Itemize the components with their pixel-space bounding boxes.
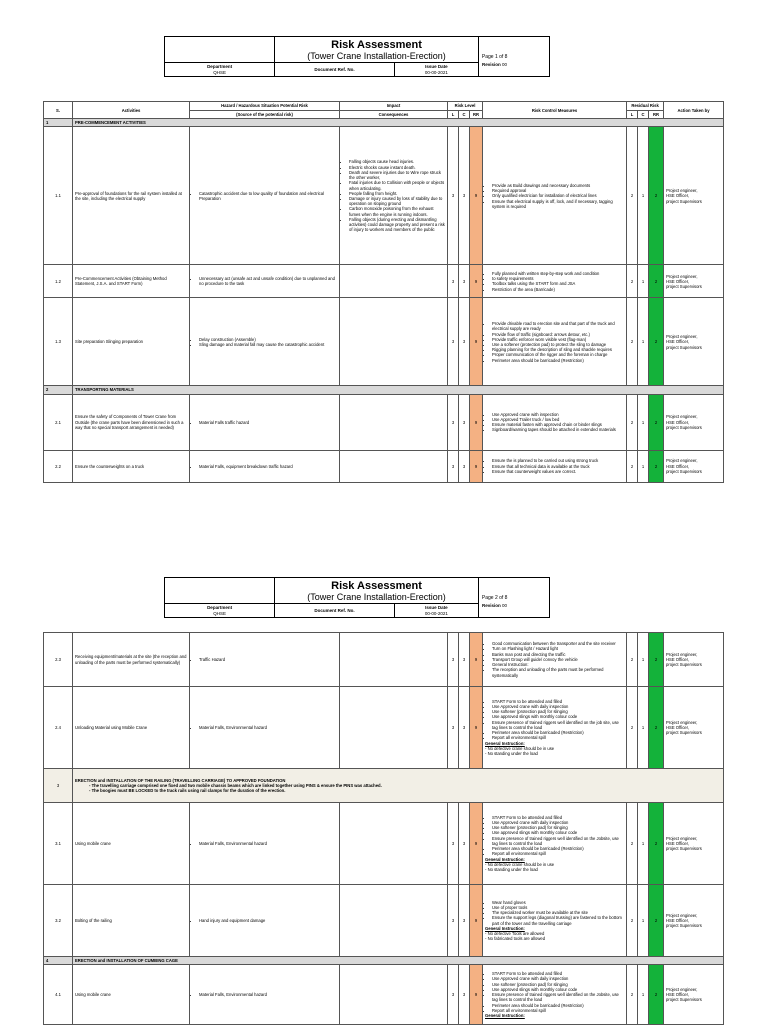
section-row: 3 ERECTION and INSTALLATION OF THE RAILING (TRAVELLING CARRIAGE) TO APPROVED FOUNDATION - The travelling carriage comprised one fixed and two mobile chassis beams which are linked together using PINS & ensure the PINS was attached. - The boogies must BE LOCKED to the track rails using rail clamps for the duration of the erection.: [44, 769, 724, 803]
doc-ref-cell: Document Ref. No.: [275, 604, 395, 618]
department-cell: Department QHSE: [165, 63, 275, 77]
col-impact: Impact: [340, 102, 448, 111]
col-hazard: Hazard / Hazardous Situation Potential Risk: [190, 102, 340, 111]
col-risk-level: Risk Level: [448, 102, 483, 111]
table-row: 2.2 Ensure the counterweights on a truck • Material Falls, equipment breakdown traffic hazard 3 3 9 • Ensure the is planned to be carried out using strong truck • Ensure that all technical data is available at the truck • Ensure that counterweight values are correct. 2 1 2 Project engineer, HSE Officer, project Supervisors: [44, 450, 724, 482]
document-title: Risk Assessment: [331, 38, 422, 51]
col-sn: S.: [44, 102, 73, 119]
document-subtitle: (Tower Crane Installation-Erection): [307, 50, 446, 61]
col-l: L: [448, 111, 459, 119]
section-row: 1 PRE-COMMENCEMENT ACTIVITIES: [44, 119, 724, 127]
title-cell: [275, 578, 479, 604]
title-cell: [275, 37, 479, 63]
col-activities: Activities: [73, 102, 190, 119]
logo-placeholder: [165, 578, 275, 604]
table-row: 4.1 Using mobile crane • Material Falls, Environmental hazard 3 3 9 • START Form to be attended and filled • Use Approved crane with daily inspection • Use softener (protection pad) for slinging • Use approved slings with monthly colour code • Ensure presence of trained riggers well identified on the Jobsite, use tag lines to control the load • Perimeter area should be barricaded (Restriction) • Report all environmental spill General Instruction: 2 1 2 Project engineer, HSE Officer, project Supervisors: [44, 965, 724, 1025]
section-row: 4 ERECTION and INSTALLATION OF CUMBING CAGE: [44, 957, 724, 965]
revision-label: Revision 00: [482, 603, 508, 608]
risk-table-page-2: [43, 632, 724, 1025]
document-subtitle: (Tower Crane Installation-Erection): [307, 591, 446, 602]
document-header-page-2: [164, 577, 550, 618]
issue-date-cell: Issue Date 00-00-2021: [394, 63, 478, 77]
table-row: 2.1 Ensure the safety of Components of Tower Crane from Outside (the crane parts have been dimensioned in such a way that no special transport arrangement is needed) • Material Falls traffic hazard 3 3 9 • Use Approved crane with inspection • Use Approved Trailer truck / low bed • Ensure material fasten with approved chain or binder slings • Signboard/warning tapes should be attached in extended materials 2 1 2 Project engineer, HSE Officer, project Supervisors: [44, 394, 724, 450]
page-number: Page 2 of 8: [478, 578, 549, 618]
col-res-c: C: [638, 111, 649, 119]
col-residual: Residual Risk: [627, 102, 664, 111]
col-action: Action Taken by: [664, 102, 724, 119]
revision-label: Revision 00: [482, 62, 508, 67]
col-impact-sub: Consequences: [340, 111, 448, 119]
page-number: Page 1 of 8: [478, 37, 549, 77]
section-row: 2 TRANSPORTING MATERIALS: [44, 386, 724, 394]
logo-placeholder: [165, 37, 275, 63]
risk-table-page-1: [43, 101, 724, 483]
col-rr: RR: [470, 111, 483, 119]
table-row: 1.3 Site preparation Slinging preparation • Delay construction (Assemble) • Sling damage and material fall may cause the catastrophic accident 3 3 9 • Provide drivable road to erection site and that part of the truck and electrical supply are ready • Provide flow of traffic (signboard: arrows detour, etc.) • Provide traffic enforcer worn visible vest (flag-man) • Use a softener (protection pad) to protect the sling to damage • Rigging planning for the description of sling and shackle requires • Proper communication of the rigger and the foreman in charge • Perimeter area should be barricaded (Restriction) 2 1 2 Project engineer, HSE Officer, project Supervisors: [44, 298, 724, 386]
col-res-l: L: [627, 111, 638, 119]
table-row: 2.4 Unloading Material using Mobile Crane • Material Falls, Environmental hazard 3 3 9 • START Form to be attended and filled • Use Approved crane with daily inspection • Use softener (protection pad) for slinging • Use approved slings with monthly colour code • Ensure presence of trained riggers well identified on the job site, use tag lines to control the load • Perimeter area should be barricaded (Restriction) • Report all environmental spill General Instruction: - No defective crane should be in use - No standing under the load 2 1 2 Project engineer, HSE Officer, project Supervisors: [44, 687, 724, 769]
table-row: 3.2 Bolting of the railing • Hand injury and equipment damage 3 3 9 • Wear hand gloves • Use of proper tools • The specialized worker must be available at the site • Ensure the support legs (diagonal trussing) are fastened to the bottom part of the tower and the travelling carriage General Instruction: - No defective Tools are allowed - No fabricated tools are allowed 2 1 2 Project engineer, HSE Officer, project Supervisors: [44, 885, 724, 957]
doc-ref-cell: Document Ref. No.: [275, 63, 395, 77]
table-row: 2.3 Receiving equipment/materials at the site (the reception and unloading of the parts must be performed systematically) • Traffic Hazard 3 3 9 • Good communication between the transporter and the site receiver • Turn on Flashing light / Hazard light • Banks man post and directing the traffic • Transport Group will guide/ convoy the vehicle • General Instruction: • The reception and unloading of the parts must be performed systematically 2 1 2 Project engineer, HSE Officer, project Supervisors: [44, 633, 724, 687]
issue-date-cell: Issue Date 00-00-2021: [394, 604, 478, 618]
col-c: C: [459, 111, 470, 119]
document-header-page-1: [164, 36, 550, 77]
col-res-rr: RR: [649, 111, 664, 119]
department-cell: Department QHSE: [165, 604, 275, 618]
table-row: 1.1 Pre-approval of foundations for the rail system installed at the site, including the electrical supply • Catastrophic accident due to low quality of foundation and electrical Preparation • Falling objects cause head injuries. • Electric shocks cause instant death. • Death and severe injuries due to Wire rope struck the other worker, • Fatal injuries due to Collision with people or objects when articulating. • People falling from height. • Damage or injury caused by loss of stability due to operation on sloping ground • Carbon monoxide poisoning from the exhaust fumes when the engine is running indoors. • Falling objects (during erecting and dismantling activities) could damage property and present a risk of injury to workers and members of the public 3 3 9 • Provide as Build drawings and necessary documents • Required approval • Only qualified electrician for installation of electrical lines • Ensure that electrical supply is off, lock, and if necessary, tagging system is required 2 1 2 Project engineer, HSE Officer, project Supervisors: [44, 127, 724, 265]
table-header-row: [44, 102, 724, 111]
col-control: Risk Control Measures: [483, 102, 627, 119]
table-row: 1.2 Pre-Commencement Activities (Obtaining Method Statement, J.S.A. and START Form) • Unnecessary act (unsafe act and unsafe condition) due to unplanned and no procedure to the task 3 3 9 • Fully planned with written step-by-step work and condition • to safety requirements • Toolbox talks using the START form and JSA • Restriction of the area (Barricade) 2 1 2 Project engineer, HSE Officer, project Supervisors: [44, 265, 724, 298]
table-row: 3.1 Using mobile crane • Material Falls, Environmental hazard 3 3 9 • START Form to be attended and filled • Use Approved crane with daily inspection • Use softener (protection pad) for slinging • Use approved slings with monthly colour code • Ensure presence of trained riggers well identified on the Jobsite, use tag lines to control the load • Perimeter area should be barricaded (Restriction) • Report all environmental spill General Instruction: - No defective crane should be in use - No standing under the load 2 1 2 Project engineer, HSE Officer, project Supervisors: [44, 803, 724, 885]
col-hazard-sub: (Source of the potential risk): [190, 111, 340, 119]
document-title: Risk Assessment: [331, 579, 422, 592]
